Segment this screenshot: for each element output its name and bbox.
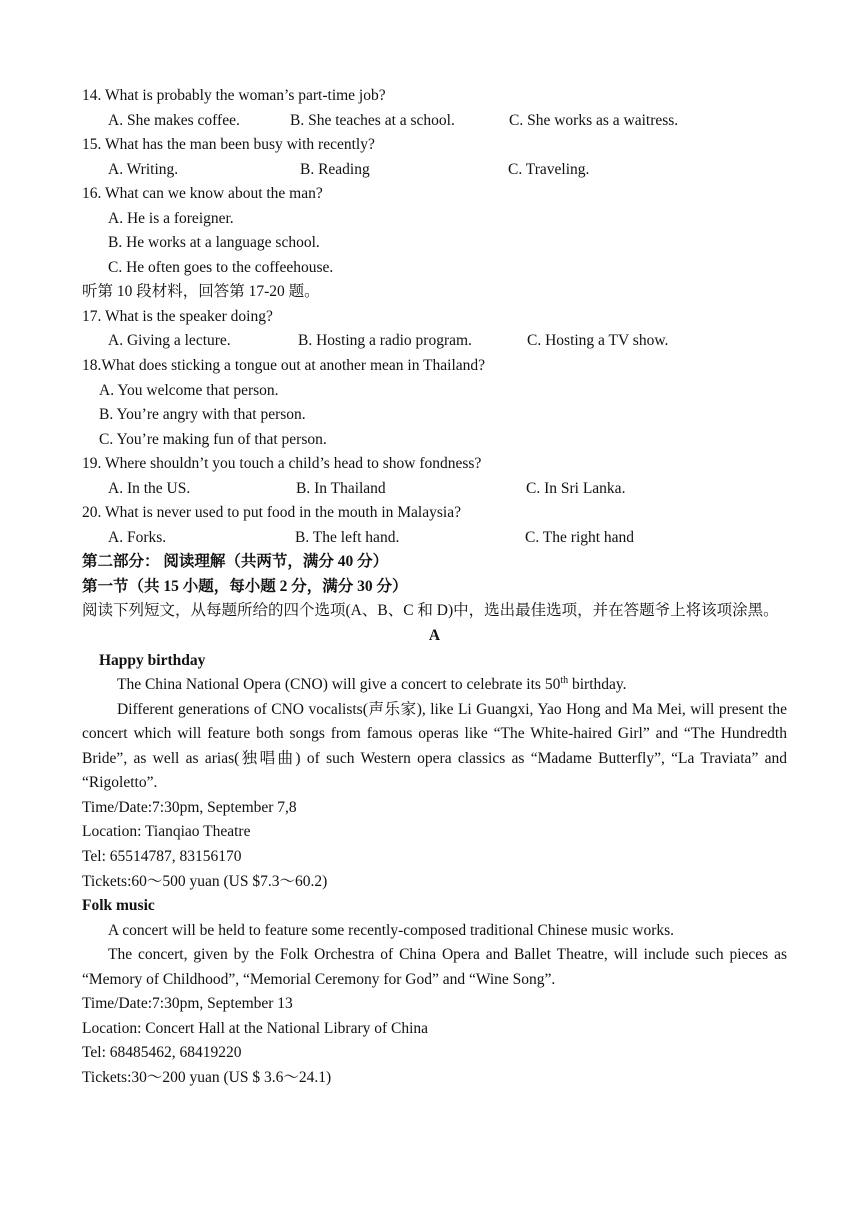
exam-page — [82, 84, 787, 1090]
option-b: B. Hosting a radio program. — [298, 332, 472, 350]
option-c: C. She works as a waitress. — [509, 111, 679, 129]
option-c: C. In Sri Lanka. — [526, 479, 626, 497]
option-c: C. The right hand — [525, 528, 635, 546]
birthday-p1-text: The China National Opera (CNO) will give a concert to celebrate its 50 — [117, 676, 561, 694]
option-b: B. You’re angry with that person. — [99, 406, 306, 424]
question-14-options — [82, 109, 787, 134]
folk-tel: Tel: 68485462, 68419220 — [82, 1044, 242, 1062]
option-a: A. Writing. — [108, 160, 179, 178]
folk-paragraph-1: A concert will be held to feature some recently-composed traditional Chinese music works. — [108, 921, 675, 939]
birthday-heading: Happy birthday — [99, 651, 206, 669]
section-10-instruction: 听第 10 段材料，回答第 17-20 题。 — [82, 283, 320, 301]
birthday-time: Time/Date:7:30pm, September 7,8 — [82, 798, 297, 816]
passage-label: A — [428, 627, 441, 645]
option-b: B. Reading — [300, 160, 370, 178]
question-20-options — [82, 526, 787, 551]
section-one-title: 第一节（共 15 小题，每小题 2 分，满分 30 分） — [82, 577, 408, 595]
question-19: 19. Where shouldn’t you touch a child’s head to show fondness? — [82, 455, 482, 473]
option-a: A. He is a foreigner. — [108, 209, 234, 227]
birthday-p1-superscript: th — [560, 674, 569, 686]
part-two-title: 第二部分： 阅读理解（共两节，满分 40 分） — [82, 553, 389, 571]
option-b: B. He works at a language school. — [108, 234, 320, 252]
folk-heading: Folk music — [82, 897, 155, 915]
birthday-p1-end: birthday. — [568, 676, 627, 694]
reading-instructions: 阅读下列短文，从每题所给的四个选项(A、B、C 和 D)中，选出最佳选项，并在答题爷上将该项涂黑。 — [82, 602, 779, 620]
birthday-tickets: Tickets:60～500 yuan (US $7.3～60.2) — [82, 872, 328, 890]
option-a: A. She makes coffee. — [108, 111, 240, 129]
option-a: A. In the US. — [108, 479, 191, 497]
folk-paragraph-2: The concert, given by the Folk Orchestra of China Opera and Ballet Theatre, will include such pieces as “Memory of Childhood”, “Memorial Ceremony for God” and “Wine Song”. — [82, 946, 787, 988]
folk-location: Location: Concert Hall at the National Library of China — [82, 1019, 429, 1037]
question-15-options — [82, 158, 787, 183]
birthday-location: Location: Tianqiao Theatre — [82, 823, 251, 841]
birthday-paragraph-2: Different generations of CNO vocalists(声乐家), like Li Guangxi, Yao Hong and Ma Mei, will present the concert which will feature both songs from famous operas like “The White-haired Girl” and “The Hundredth Bride”, as well as arias(独唱曲) of such Western opera classics as “Madame Butterfly”, “La Traviata” and “Rigoletto”. — [82, 700, 787, 792]
question-16: 16. What can we know about the man? — [82, 185, 323, 203]
option-c: C. He often goes to the coffeehouse. — [108, 258, 334, 276]
question-14: 14. What is probably the woman’s part-time job? — [82, 87, 386, 104]
question-17: 17. What is the speaker doing? — [82, 307, 273, 325]
option-b: B. She teaches at a school. — [290, 111, 455, 129]
option-a: A. Giving a lecture. — [108, 332, 231, 350]
option-c: C. Hosting a TV show. — [527, 332, 669, 350]
question-18: 18.What does sticking a tongue out at another mean in Thailand? — [82, 357, 486, 375]
question-19-options — [82, 477, 787, 502]
question-20: 20. What is never used to put food in the mouth in Malaysia? — [82, 504, 461, 522]
folk-tickets: Tickets:30～200 yuan (US $ 3.6～24.1) — [82, 1068, 332, 1086]
option-b: B. In Thailand — [296, 479, 386, 497]
option-b: B. The left hand. — [295, 528, 400, 546]
question-17-options — [82, 329, 787, 354]
option-c: C. You’re making fun of that person. — [99, 430, 327, 448]
option-a: A. You welcome that person. — [99, 381, 279, 399]
birthday-paragraph-1 — [82, 673, 787, 698]
folk-time: Time/Date:7:30pm, September 13 — [82, 995, 293, 1013]
option-a: A. Forks. — [108, 528, 167, 546]
question-15: 15. What has the man been busy with recently? — [82, 136, 375, 154]
birthday-tel: Tel: 65514787, 83156170 — [82, 847, 242, 865]
option-c: C. Traveling. — [508, 160, 590, 178]
